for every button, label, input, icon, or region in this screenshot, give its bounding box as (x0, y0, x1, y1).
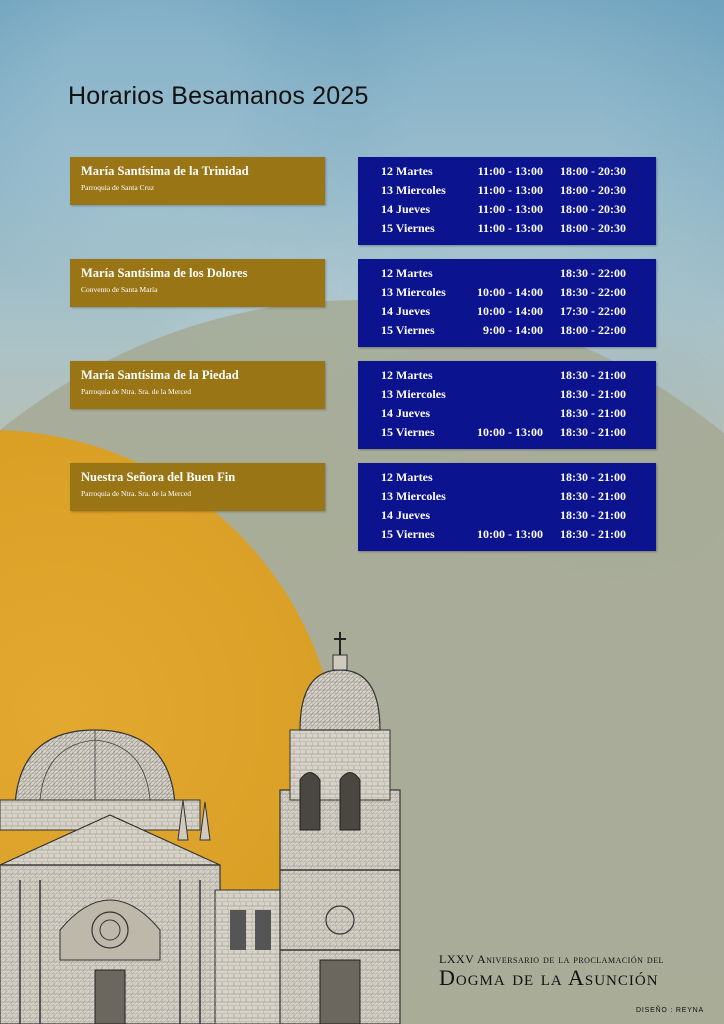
schedule-morning: 10:00 - 14:00 (477, 304, 543, 318)
schedule-row (358, 202, 656, 221)
schedule-evening: 18:30 - 21:00 (560, 470, 626, 484)
schedule-row (358, 368, 656, 387)
schedule-evening: 18:30 - 21:00 (560, 527, 626, 541)
schedule-morning: 10:00 - 14:00 (477, 285, 543, 299)
schedule-day: 13 Miercoles (381, 489, 446, 503)
hermandad-place: Convento de Santa María (81, 285, 158, 294)
schedule-morning: 9:00 - 14:00 (483, 323, 543, 337)
schedule-evening: 18:30 - 21:00 (560, 387, 626, 401)
schedule-day: 14 Jueves (381, 406, 430, 420)
schedule-evening: 18:30 - 21:00 (560, 489, 626, 503)
schedule-row (358, 406, 656, 425)
schedule-row (358, 470, 656, 489)
schedule-evening: 18:30 - 21:00 (560, 368, 626, 382)
schedule-morning: 11:00 - 13:00 (477, 164, 543, 178)
schedule-evening: 18:00 - 22:00 (560, 323, 626, 337)
schedule-row (358, 285, 656, 304)
schedule-morning: 10:00 - 13:00 (477, 527, 543, 541)
schedule-day: 15 Viernes (381, 221, 435, 235)
hermandad-name: María Santísima de los Dolores (81, 266, 248, 280)
schedule-day: 15 Viernes (381, 527, 435, 541)
schedule-row (358, 425, 656, 444)
design-credit: DISEÑO : REYNA (636, 1007, 704, 1014)
schedule-evening: 17:30 - 22:00 (560, 304, 626, 318)
schedule-morning: 11:00 - 13:00 (477, 202, 543, 216)
schedule-day: 14 Jueves (381, 508, 430, 522)
schedule-day: 14 Jueves (381, 202, 430, 216)
schedule-day: 13 Miercoles (381, 387, 446, 401)
schedule-day: 12 Martes (381, 470, 433, 484)
schedule-row (358, 489, 656, 508)
cathedral-illustration (0, 630, 420, 1024)
dogma-title: Dogma de la Asunción (439, 965, 659, 990)
anniversary-text: LXXV Aniversario de la proclamación del (439, 952, 664, 966)
schedule-day: 12 Martes (381, 164, 433, 178)
schedule-morning: 10:00 - 13:00 (477, 425, 543, 439)
page-title: Horarios Besamanos 2025 (68, 82, 369, 110)
schedule-evening: 18:30 - 22:00 (560, 285, 626, 299)
schedule-evening: 18:00 - 20:30 (560, 164, 626, 178)
schedule-evening: 18:00 - 20:30 (560, 202, 626, 216)
schedule-row (358, 183, 656, 202)
schedule-row (358, 266, 656, 285)
schedule-evening: 18:30 - 21:00 (560, 425, 626, 439)
schedule-morning: 11:00 - 13:00 (477, 221, 543, 235)
hermandad-name: María Santísima de la Piedad (81, 368, 239, 382)
hermandad-card-trinidad (70, 157, 325, 205)
hermandad-name: María Santísima de la Trinidad (81, 164, 249, 178)
schedule-evening: 18:00 - 20:30 (560, 221, 626, 235)
schedule-day: 13 Miercoles (381, 183, 446, 197)
hermandad-place: Parroquia de Santa Cruz (81, 183, 155, 192)
schedule-row (358, 527, 656, 546)
schedule-morning: 11:00 - 13:00 (477, 183, 543, 197)
schedule-day: 15 Viernes (381, 425, 435, 439)
schedule-row (358, 221, 656, 240)
schedule-row (358, 387, 656, 406)
schedule-day: 15 Viernes (381, 323, 435, 337)
hermandad-place: Parroquia de Ntra. Sra. de la Merced (81, 387, 191, 396)
schedule-evening: 18:30 - 21:00 (560, 406, 626, 420)
schedule-evening: 18:30 - 21:00 (560, 508, 626, 522)
schedule-box-piedad (358, 361, 656, 449)
schedule-box-buen-fin (358, 463, 656, 551)
hermandad-place: Parroquia de Ntra. Sra. de la Merced (81, 489, 191, 498)
schedule-evening: 18:30 - 22:00 (560, 266, 626, 280)
schedule-day: 13 Miercoles (381, 285, 446, 299)
schedule-box-dolores (358, 259, 656, 347)
hermandad-card-buen-fin (70, 463, 325, 511)
schedule-day: 12 Martes (381, 368, 433, 382)
hermandad-card-piedad (70, 361, 325, 409)
schedule-row (358, 323, 656, 342)
schedule-row (358, 164, 656, 183)
schedule-row (358, 304, 656, 323)
schedule-day: 12 Martes (381, 266, 433, 280)
schedule-box-trinidad (358, 157, 656, 245)
hermandad-card-dolores (70, 259, 325, 307)
schedule-row (358, 508, 656, 527)
schedule-day: 14 Jueves (381, 304, 430, 318)
hermandad-name: Nuestra Señora del Buen Fin (81, 470, 236, 484)
schedule-evening: 18:00 - 20:30 (560, 183, 626, 197)
